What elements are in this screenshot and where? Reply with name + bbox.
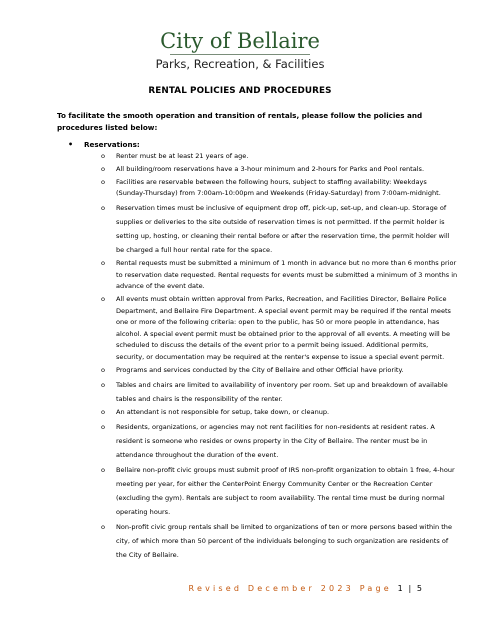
list-item-text: Tables and chairs are limited to availability of inventory per room. Set up and breakdown of available tables and chairs is the responsibility of the renter. bbox=[116, 380, 448, 403]
policy-list bbox=[68, 151, 458, 562]
circle-bullet-icon: o bbox=[101, 365, 106, 374]
list-item-text: An attendant is not responsible for setup, take down, or cleanup. bbox=[116, 407, 330, 416]
total-pages: 5 bbox=[416, 584, 422, 593]
list-item-text: All events must obtain written approval from Parks, Recreation, and Facilities Director, Bellaire Police Department, and Bellaire Fire Department. A special event permit may be required if the rental meets one or more of the following criteria: open to the public, has 50 or more people in attendance, has alcohol. A special event permit must be obtained prior to the approval of all events. A meeting will be scheduled to discuss the details of the event prior to a permit being issued. Additional permits, security, or documentation may be required at the renter's expense to issue a special event permit. bbox=[116, 295, 451, 362]
department-name: Parks, Recreation, & Facilities bbox=[155, 57, 325, 71]
circle-bullet-icon: o bbox=[101, 259, 106, 268]
page-number: 1 bbox=[397, 584, 403, 593]
circle-bullet-icon: o bbox=[101, 422, 106, 431]
list-item bbox=[68, 294, 458, 364]
page-separator: | bbox=[408, 584, 412, 593]
circle-bullet-icon: o bbox=[101, 522, 106, 531]
list-item bbox=[68, 420, 458, 462]
page-footer bbox=[189, 584, 422, 593]
list-item bbox=[68, 378, 458, 406]
list-item bbox=[68, 463, 458, 519]
list-item bbox=[68, 407, 458, 419]
page-label: Page bbox=[359, 584, 392, 593]
header-rule bbox=[170, 54, 310, 55]
list-item-text: Non-profit civic group rentals shall be limited to organizations of ten or more persons based within the city, of which more than 50 percent of the individuals belonging to such organization are residents of the City of Bellaire. bbox=[116, 522, 452, 559]
reservations-section bbox=[68, 139, 458, 563]
bullet-icon: • bbox=[68, 140, 74, 149]
circle-bullet-icon: o bbox=[101, 407, 106, 416]
circle-bullet-icon: o bbox=[101, 380, 106, 389]
page-title: RENTAL POLICIES AND PROCEDURES bbox=[148, 86, 332, 96]
list-item-text: Bellaire non-profit civic groups must submit proof of IRS non-profit organization to obtain 1 free, 4-hour meeting per year, for either the CenterPoint Energy Community Center or the Recreation Center (excluding the gym). Rentals are subject to room availability. The rental time must be during normal operating hours. bbox=[116, 465, 455, 516]
circle-bullet-icon: o bbox=[101, 177, 106, 186]
list-item bbox=[68, 177, 458, 200]
circle-bullet-icon: o bbox=[101, 164, 106, 173]
list-item-text: All building/room reservations have a 3-hour minimum and 2-hours for Parks and Pool rentals. bbox=[116, 164, 425, 173]
list-item bbox=[68, 365, 458, 377]
list-item bbox=[68, 520, 458, 562]
section-heading bbox=[68, 139, 458, 151]
list-item bbox=[68, 201, 458, 257]
list-item-text: Facilities are reservable between the following hours, subject to staffing availability: Weekdays (Sunday-Thursday) from 7:00am-10:00pm and Weekends (Friday-Saturday) from 7:00am-midnight. bbox=[116, 177, 441, 198]
intro-paragraph: To facilitate the smooth operation and transition of rentals, please follow the policies and procedures listed below: bbox=[57, 111, 423, 133]
revised-date: Revised December 2023 bbox=[188, 584, 354, 593]
list-item bbox=[68, 258, 458, 293]
list-item-text: Residents, organizations, or agencies may not rent facilities for non-residents at resident rates. A resident is someone who resides or owns property in the City of Bellaire. The renter must be in attendance throughout the duration of the event. bbox=[116, 422, 435, 459]
org-name: City of Bellaire bbox=[160, 29, 320, 53]
circle-bullet-icon: o bbox=[101, 465, 106, 474]
list-item-text: Programs and services conducted by the City of Bellaire and other Official have priority. bbox=[116, 365, 404, 374]
circle-bullet-icon: o bbox=[101, 152, 106, 160]
list-item bbox=[68, 164, 458, 176]
list-item-text: Rental requests must be submitted a minimum of 1 month in advance but no more than 6 months prior to reservation date requested. Rental requests for events must be submitted a minimum of 3 months in advance of the event date. bbox=[116, 259, 458, 291]
circle-bullet-icon: o bbox=[101, 295, 106, 304]
list-item-text: Renter must be at least 21 years of age. bbox=[116, 152, 249, 160]
section-heading-label: Reservations: bbox=[84, 140, 140, 149]
document-header bbox=[0, 28, 480, 71]
list-item bbox=[68, 151, 458, 163]
circle-bullet-icon: o bbox=[101, 203, 106, 212]
list-item-text: Reservation times must be inclusive of equipment drop off, pick-up, set-up, and clean-up. Storage of supplies or deliveries to the site outside of reservation times is not permitted. If the permit holder is setting up, hosting, or cleaning their rental before or after the reservation time, the permit holder will be charged a full hour rental rate for the space. bbox=[116, 203, 450, 254]
